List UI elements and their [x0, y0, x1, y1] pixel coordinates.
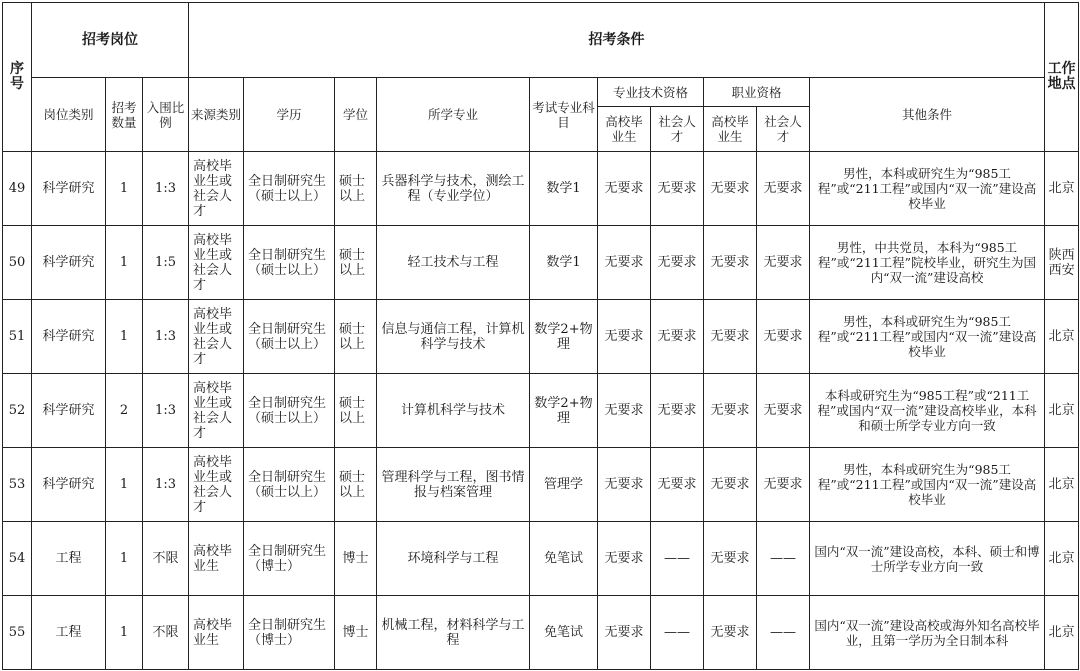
cell-ratio: 1:3: [143, 152, 189, 226]
cell-degree: 博士: [335, 596, 377, 670]
cell-degree: 硕士以上: [335, 226, 377, 300]
cell-no: 51: [3, 300, 32, 374]
cell-category: 科学研究: [32, 300, 106, 374]
cell-job-grad: 无要求: [704, 300, 757, 374]
cell-exam: 数学2+物理: [530, 300, 598, 374]
cell-exam: 免笔试: [530, 522, 598, 596]
cell-job-social: 无要求: [757, 300, 810, 374]
cell-degree: 博士: [335, 522, 377, 596]
cell-quantity: 2: [106, 374, 143, 448]
cell-source: 高校毕业生或社会人才: [189, 300, 244, 374]
cell-job-social: 无要求: [757, 226, 810, 300]
cell-education: 全日制研究生（硕士以上）: [244, 226, 335, 300]
cell-exam: 数学1: [530, 226, 598, 300]
cell-exam: 免笔试: [530, 596, 598, 670]
cell-place: 陕西西安: [1045, 226, 1079, 300]
cell-quantity: 1: [106, 596, 143, 670]
cell-source: 高校毕业生或社会人才: [189, 448, 244, 522]
header-tech-graduate: 高校毕业生: [598, 107, 651, 152]
cell-education: 全日制研究生（博士）: [244, 596, 335, 670]
cell-other: 国内“双一流”建设高校，本科、硕士和博士所学专业方向一致: [810, 522, 1045, 596]
header-exam-subject: 考试专业科 目: [530, 78, 598, 152]
cell-tech-grad: 无要求: [598, 152, 651, 226]
cell-tech-social: ——: [651, 522, 704, 596]
cell-category: 工程: [32, 596, 106, 670]
cell-education: 全日制研究生（博士）: [244, 522, 335, 596]
cell-no: 53: [3, 448, 32, 522]
cell-job-grad: 无要求: [704, 226, 757, 300]
cell-tech-social: 无要求: [651, 152, 704, 226]
cell-major: 兵器科学与技术，测绘工程（专业学位）: [377, 152, 530, 226]
cell-education: 全日制研究生（硕士以上）: [244, 152, 335, 226]
header-job-qualification: 职业资格: [704, 78, 810, 107]
cell-job-social: 无要求: [757, 152, 810, 226]
cell-tech-social: 无要求: [651, 226, 704, 300]
cell-major: 信息与通信工程，计算机科学与技术: [377, 300, 530, 374]
cell-source: 高校毕业生: [189, 596, 244, 670]
cell-job-grad: 无要求: [704, 596, 757, 670]
header-position-group: 招考岗位: [32, 3, 189, 78]
cell-ratio: 1:5: [143, 226, 189, 300]
header-seq: 序号: [3, 3, 32, 152]
cell-tech-grad: 无要求: [598, 448, 651, 522]
cell-quantity: 1: [106, 448, 143, 522]
cell-category: 科学研究: [32, 448, 106, 522]
header-ratio: 入围比例: [143, 78, 189, 152]
header-other-conditions: 其他条件: [810, 78, 1045, 152]
header-work-place: 工作地点: [1045, 3, 1079, 152]
header-conditions-group: 招考条件: [189, 3, 1045, 78]
cell-education: 全日制研究生（硕士以上）: [244, 448, 335, 522]
cell-other: 国内“双一流”建设高校或海外知名高校毕业，且第一学历为全日制本科: [810, 596, 1045, 670]
cell-category: 工程: [32, 522, 106, 596]
cell-other: 男性，中共党员，本科为“985工程”或“211工程”院校毕业，研究生为国内“双一流”建设高校: [810, 226, 1045, 300]
cell-job-social: ——: [757, 522, 810, 596]
cell-no: 50: [3, 226, 32, 300]
cell-category: 科学研究: [32, 226, 106, 300]
cell-job-social: 无要求: [757, 374, 810, 448]
header-job-graduate: 高校毕业生: [704, 107, 757, 152]
cell-major: 计算机科学与技术: [377, 374, 530, 448]
cell-exam: 管理学: [530, 448, 598, 522]
cell-place: 北京: [1045, 300, 1079, 374]
cell-category: 科学研究: [32, 374, 106, 448]
cell-job-grad: 无要求: [704, 374, 757, 448]
table-header: [3, 3, 1079, 152]
cell-job-grad: 无要求: [704, 448, 757, 522]
cell-ratio: 不限: [143, 596, 189, 670]
cell-no: 54: [3, 522, 32, 596]
table-row: [3, 300, 1079, 374]
cell-major: 管理科学与工程，图书情报与档案管理: [377, 448, 530, 522]
table-row: [3, 522, 1079, 596]
cell-quantity: 1: [106, 522, 143, 596]
cell-place: 北京: [1045, 374, 1079, 448]
cell-quantity: 1: [106, 226, 143, 300]
header-tech-social: 社会人才: [651, 107, 704, 152]
header-job-social: 社会人才: [757, 107, 810, 152]
cell-job-social: 无要求: [757, 448, 810, 522]
cell-place: 北京: [1045, 522, 1079, 596]
cell-major: 轻工技术与工程: [377, 226, 530, 300]
cell-tech-grad: 无要求: [598, 374, 651, 448]
cell-tech-social: 无要求: [651, 300, 704, 374]
header-quantity: 招考数量: [106, 78, 143, 152]
cell-degree: 硕士以上: [335, 374, 377, 448]
cell-degree: 硕士以上: [335, 152, 377, 226]
table-body: [3, 152, 1079, 670]
table-row: [3, 374, 1079, 448]
cell-source: 高校毕业生: [189, 522, 244, 596]
header-major: 所学专业: [377, 78, 530, 152]
cell-no: 49: [3, 152, 32, 226]
cell-other: 男性，本科或研究生为“985工程”或“211工程”或国内“双一流”建设高校毕业: [810, 152, 1045, 226]
header-degree: 学位: [335, 78, 377, 152]
cell-place: 北京: [1045, 448, 1079, 522]
cell-quantity: 1: [106, 300, 143, 374]
cell-tech-grad: 无要求: [598, 522, 651, 596]
cell-other: 男性，本科或研究生为“985工程”或“211工程”或国内“双一流”建设高校毕业: [810, 448, 1045, 522]
cell-job-grad: 无要求: [704, 522, 757, 596]
header-category: 岗位类别: [32, 78, 106, 152]
header-source: 来源类别: [189, 78, 244, 152]
cell-tech-grad: 无要求: [598, 226, 651, 300]
cell-tech-social: 无要求: [651, 448, 704, 522]
table-row: [3, 448, 1079, 522]
cell-category: 科学研究: [32, 152, 106, 226]
header-education: 学历: [244, 78, 335, 152]
cell-ratio: 1:3: [143, 448, 189, 522]
cell-place: 北京: [1045, 596, 1079, 670]
cell-source: 高校毕业生或社会人才: [189, 226, 244, 300]
cell-job-social: ——: [757, 596, 810, 670]
cell-no: 52: [3, 374, 32, 448]
cell-other: 男性，本科或研究生为“985工程”或“211工程”或国内“双一流”建设高校毕业: [810, 300, 1045, 374]
cell-source: 高校毕业生或社会人才: [189, 374, 244, 448]
cell-major: 环境科学与工程: [377, 522, 530, 596]
cell-other: 本科或研究生为“985工程”或“211工程”或国内“双一流”建设高校毕业，本科和硕士所学专业方向一致: [810, 374, 1045, 448]
cell-place: 北京: [1045, 152, 1079, 226]
cell-exam: 数学2+物理: [530, 374, 598, 448]
cell-tech-grad: 无要求: [598, 596, 651, 670]
cell-major: 机械工程，材料科学与工程: [377, 596, 530, 670]
cell-tech-social: 无要求: [651, 374, 704, 448]
cell-education: 全日制研究生（硕士以上）: [244, 374, 335, 448]
cell-ratio: 1:3: [143, 300, 189, 374]
cell-tech-social: ——: [651, 596, 704, 670]
cell-tech-grad: 无要求: [598, 300, 651, 374]
table-row: [3, 596, 1079, 670]
cell-ratio: 不限: [143, 522, 189, 596]
table-row: [3, 152, 1079, 226]
cell-source: 高校毕业生或社会人才: [189, 152, 244, 226]
cell-job-grad: 无要求: [704, 152, 757, 226]
cell-no: 55: [3, 596, 32, 670]
cell-ratio: 1:3: [143, 374, 189, 448]
cell-quantity: 1: [106, 152, 143, 226]
header-tech-qualification: 专业技术资格: [598, 78, 704, 107]
table-row: [3, 226, 1079, 300]
cell-degree: 硕士以上: [335, 448, 377, 522]
cell-degree: 硕士以上: [335, 300, 377, 374]
cell-education: 全日制研究生（硕士以上）: [244, 300, 335, 374]
recruitment-table: [2, 2, 1079, 670]
cell-exam: 数学1: [530, 152, 598, 226]
